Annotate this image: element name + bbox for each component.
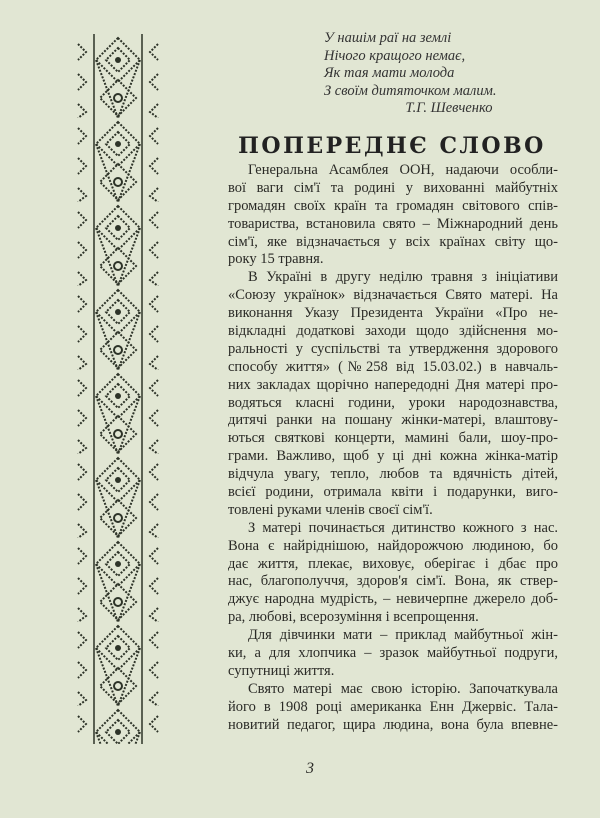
text-line: З матері починається дитинство кожного з нас.: [248, 519, 558, 536]
text-line: В Україні в другу неділю травня з ініціативи: [248, 269, 558, 286]
text-line: способу життя» (№258 від 15.03.02.) в навчаль-: [228, 358, 558, 375]
text-line: товариства, встановила свято – Міжнародний день: [228, 215, 558, 232]
text-line: ються святкові концерти, мамині бали, шоу-про-: [228, 430, 558, 447]
text-line: супутниці життя.: [228, 662, 335, 679]
embroidery-ornament-border: [76, 34, 160, 744]
text-line: його в 1908 році американка Енн Джервіс. Тала-: [228, 698, 558, 715]
text-line: товлені руками членів своєї сім'ї.: [228, 501, 433, 518]
page-number: 3: [306, 760, 314, 777]
epigraph-line: Нічого кращого немає,: [324, 47, 466, 64]
text-line: нас, благополуччя, здоров'я сім'ї. Вона, як ствер-: [228, 573, 558, 590]
text-line: року 15 травня.: [228, 251, 324, 268]
body-text: [228, 162, 558, 735]
text-line: водяться класні години, уроки народознавства,: [228, 394, 558, 411]
text-line: них закладах щорічно напередодні Дня матері про-: [228, 376, 558, 393]
text-line: Для дівчинки мати – приклад майбутньої жін-: [248, 627, 558, 644]
text-line: Генеральна Асамблея ООН, надаючи особли-: [248, 162, 558, 178]
epigraph-line: У нашім раї на землі: [324, 30, 452, 46]
text-line: новитий педагог, щира людина, вона була впевне-: [228, 716, 558, 733]
text-line: ральності у суспільстві та утвердження здорового: [228, 340, 558, 357]
epigraph: [324, 30, 497, 118]
text-line: ра, любові, всерозуміння і всепрощення.: [228, 609, 479, 626]
text-line: джує народна мудрість, – невичерпне джерело доб-: [228, 591, 558, 608]
text-line: грами. Важливо, щоб у ці дні кожна жінка-матір: [228, 448, 558, 465]
epigraph-line: Як тая мати молода: [324, 65, 455, 81]
text-line: відчула увагу, тепло, любов та вдячність дітей,: [228, 466, 558, 483]
epigraph-line: З своїм дитяточком малим.: [324, 82, 497, 99]
text-line: відкладні додаткові заходи щодо здійснення мо-: [228, 323, 558, 340]
text-line: Вона є найріднішою, найдорожчою людиною, бо: [228, 537, 558, 554]
text-line: громадян своїх країн та громадян світового спів-: [228, 197, 558, 214]
text-line: дає життя, плекає, виховує, оберігає і дбає про: [228, 555, 558, 572]
text-line: вої ваги сім'ї та родині у вихованні майбутніх: [228, 179, 558, 196]
page-title: ПОПЕРЕДНЄ СЛОВО: [238, 133, 546, 159]
epigraph-author: Т.Г. Шевченко: [405, 100, 493, 116]
text-line: «Союзу українок» відзначається Свято матері. На: [228, 287, 558, 304]
text-line: сім'ї, яке відзначається у всіх країнах світу що-: [228, 233, 558, 250]
text-line: дитячі ранки на пошану жінки-матері, влаштову-: [228, 412, 558, 429]
text-line: всієї родини, отримала квіти і подарунки, виго-: [228, 484, 558, 501]
text-line: Свято матері має свою історію. Започаткувала: [248, 680, 558, 697]
text-line: ки, а для хлопчика – зразок майбутньої подруги,: [228, 645, 558, 662]
text-line: виконання Указу Президента України «Про не-: [228, 305, 558, 322]
